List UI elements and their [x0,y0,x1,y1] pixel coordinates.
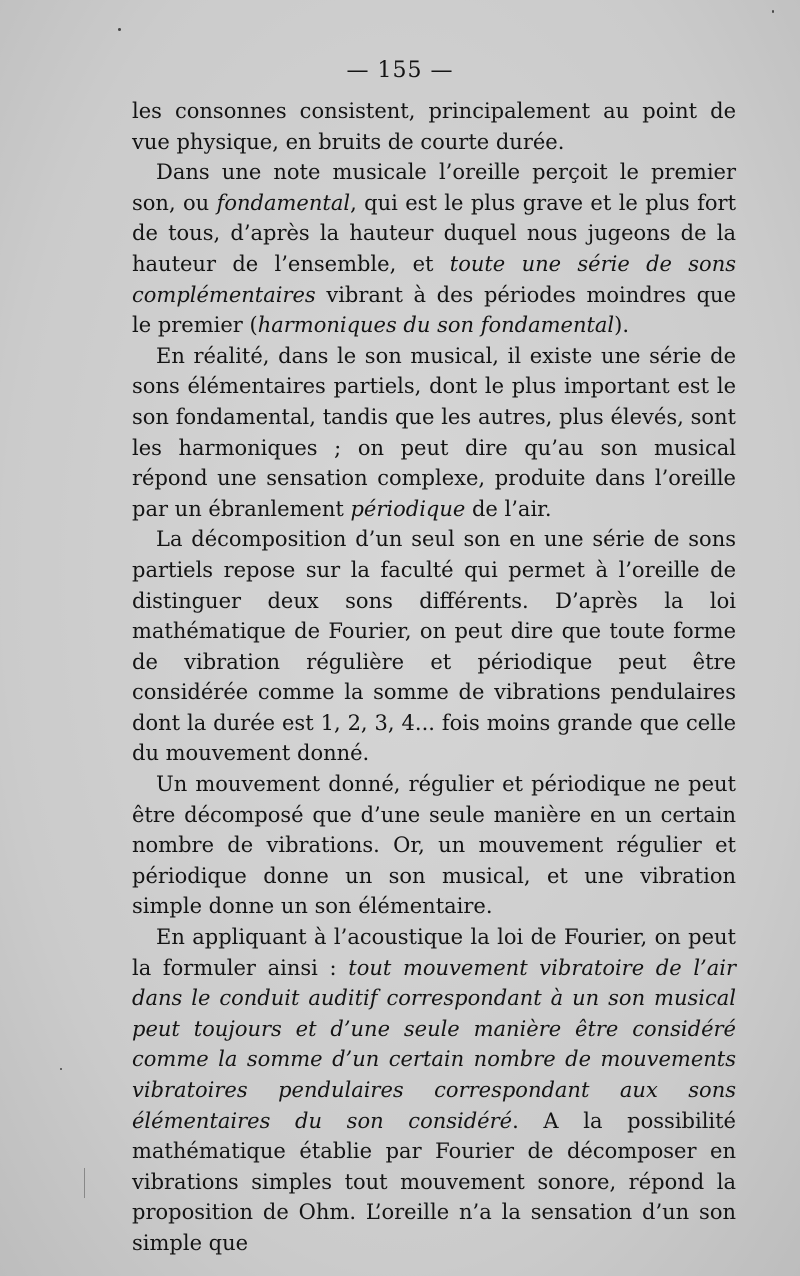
text-run: En appliquant à l’acoustique la loi de Fourier, on peut la formuler ainsi : [132,925,736,980]
paper-speck [772,10,774,13]
text-run: vibrant à des périodes moindres que le premier ( [132,282,736,338]
text-run: ). [614,313,630,338]
italic-text: toute une série de sons complémentaires [132,251,736,307]
paragraph [132,157,736,341]
paragraph [132,769,736,922]
page-number: — 155 — [346,58,454,83]
paragraph [132,524,736,769]
italic-text: harmoniques du son fondamental [257,313,615,338]
paragraph [132,341,736,525]
text-run: , qui est le plus grave et le plus fort de tous, d’après la hauteur duquel nous jugeons de la hauteur de l’ensemble, et [132,190,737,276]
paper-speck [118,28,121,31]
italic-text: périodique [350,496,466,521]
italic-text: tout mouvement vibratoire de l’air dans le conduit auditif correspondant à un son musical peut toujours et d’une seule manière être considéré comme la somme d’un certain nombre de mouvements vibratoires pendulaires correspondant aux sons élémentaires du son considéré [132,955,736,1133]
paragraph [132,922,736,1259]
text-run: . A la possibilité mathématique établie par Fourier de décomposer en vibrations simples tout mouvement sonore, répond la proposition de Ohm. L’oreille n’a la sensation d’un son simple que [132,1108,736,1255]
text-run: En réalité, dans le son musical, il existe une série de sons élémentaires partiels, dont le plus important est le son fondamental, tandis que les autres, plus élevés, sont les harmoniques ; on peut dire qu’au son musical répond une sensation complexe, produite dans l’oreille par un ébranlement [132,343,736,521]
paper-speck [84,1168,85,1198]
paper-speck [60,1068,62,1070]
text-run: Dans une note musicale l’oreille perçoit le premier son, ou [132,160,736,215]
text-run: de l’air. [465,496,552,521]
text-run: La décomposition d’un seul son en une série de sons partiels repose sur la faculté qui permet à l’oreille de distinguer deux sons différents. D’après la loi mathématique de Fourier, on peut dire que toute forme de vibration régulière et périodique peut être considérée comme la somme de vibrations pendulaires dont la durée est 1, 2, 3, 4... fois moins grande que celle du mouvement donné. [132,527,736,766]
text-run: Un mouvement donné, régulier et périodique ne peut être décomposé que d’une seule manière en un certain nombre de vibrations. Or, un mouvement régulier et périodique donne un son musical, et une vibration simple donne un son élémentaire. [132,772,736,919]
paragraph [132,96,736,157]
text-run: les consonnes consistent, principalement au point de vue physique, en bruits de courte durée. [132,99,736,154]
italic-text: fondamental [216,190,351,215]
body-text [132,96,736,1259]
